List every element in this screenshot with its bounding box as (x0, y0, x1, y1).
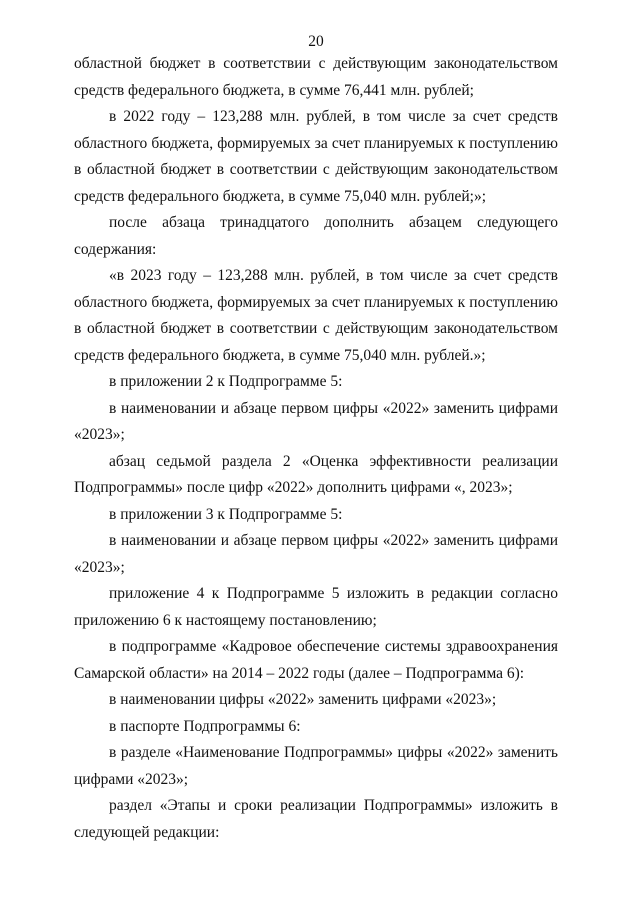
paragraph: в приложении 2 к Подпрограмме 5: (109, 373, 343, 390)
paragraph: «в 2023 году – 123,288 млн. рублей, в том числе за счет средств областного бюджета, формируемых за счет планируемых к поступлению в областной бюджет в соответствии с действующим законодательством средств федерального бюджета, в сумме 75,040 млн. рублей.»; (74, 267, 558, 364)
document-body (74, 51, 558, 846)
paragraph: в приложении 3 к Подпрограмме 5: (109, 505, 343, 523)
paragraph: приложение 4 к Подпрограмме 5 изложить в редакции согласно приложению 6 к настоящему постановлению; (74, 585, 558, 629)
paragraph: раздел «Этапы и сроки реализации Подпрограммы» изложить в следующей редакции: (74, 797, 558, 841)
paragraph: в наименовании цифры «2022» заменить цифрами «2023»; (109, 691, 497, 708)
paragraph: в паспорте Подпрограммы 6: (109, 717, 301, 735)
paragraph: после абзаца тринадцатого дополнить абзацем следующего содержания: (74, 214, 558, 258)
paragraph: в подпрограмме «Кадровое обеспечение системы здравоохранения Самарской области» на 2014 – 2022 годы (далее – Подпрограмма 6): (74, 638, 558, 682)
paragraph: в 2022 году – 123,288 млн. рублей, в том числе за счет средств областного бюджета, формируемых за счет планируемых к поступлению в областной бюджет в соответствии с действующим законодательством средств федерального бюджета, в сумме 75,040 млн. рублей;»; (74, 108, 558, 205)
page-number: 20 (308, 33, 324, 50)
paragraph: в разделе «Наименование Подпрограммы» цифры «2022» заменить цифрами «2023»; (74, 744, 558, 788)
paragraph: в наименовании и абзаце первом цифры «2022» заменить цифрами «2023»; (74, 532, 558, 576)
paragraph: в наименовании и абзаце первом цифры «2022» заменить цифрами «2023»; (74, 399, 558, 443)
paragraph: абзац седьмой раздела 2 «Оценка эффективности реализации Подпрограммы» после цифр «2022» дополнить цифрами «, 2023»; (74, 452, 558, 496)
paragraph: областной бюджет в соответствии с действующим законодательством средств федерального бюджета, в сумме 76,441 млн. рублей; (74, 55, 558, 99)
